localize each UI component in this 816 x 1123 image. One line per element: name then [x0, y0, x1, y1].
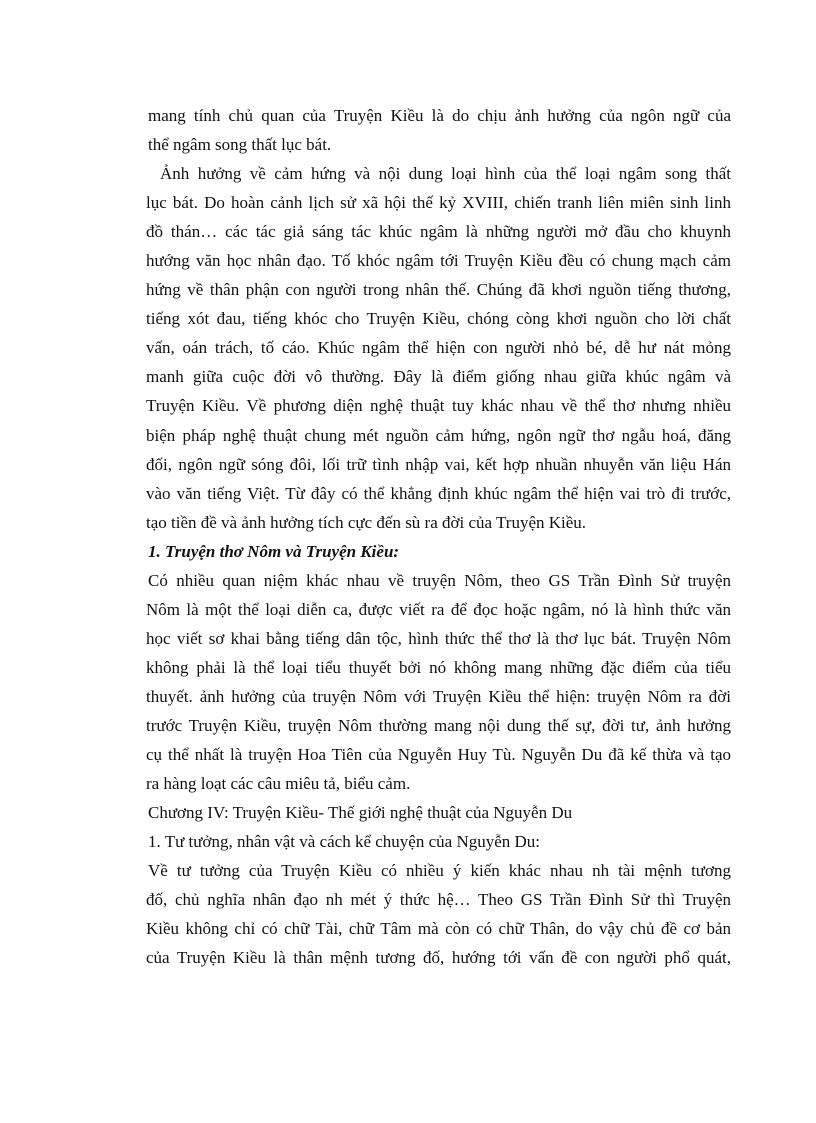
chapter-heading: Chương IV: Truyện Kiều- Thế giới nghệ thuật của Nguyễn Du [148, 803, 573, 823]
text-line: biện pháp nghệ thuật chung mét nguồn cảm hứng, ngôn ngữ thơ ngẫu hoá, đăng [146, 425, 731, 445]
text-line: Có nhiều quan niệm khác nhau về truyện Nôm, theo GS Trần Đình Sử truyện [148, 570, 731, 590]
text-line: hứng về thân phận con người trong nhân thế. Chúng đã khơi nguồn tiếng thương, [146, 280, 731, 300]
text-line: vấn, oán trách, tố cáo. Khúc ngâm thể hiện con người nhỏ bé, dễ hư nát mỏng [146, 338, 731, 358]
body-text [148, 101, 731, 972]
document-page [148, 101, 731, 972]
text-line: đồ thán… các tác giả sáng tác khúc ngâm là những người mở đầu cho khuynh [146, 222, 731, 242]
text-line: Ảnh hưởng về cảm hứng và nội dung loại hình của thể loại ngâm song thất [160, 164, 731, 184]
text-line: Kiều không chỉ có chữ Tài, chữ Tâm mà còn có chữ Thân, do vậy chủ đề cơ bản [146, 919, 731, 939]
text-line: ra hàng loạt các câu miêu tả, biểu cảm. [146, 774, 411, 794]
text-line: lục bát. Do hoàn cảnh lịch sử xã hội thế kỷ XVIII, chiến tranh liên miên sinh linh [146, 193, 731, 213]
text-line: thuyết. ảnh hưởng của truyện Nôm với Truyện Kiều thể hiện: truyện Nôm ra đời [146, 686, 731, 706]
text-line: tiếng xót đau, tiếng khóc cho Truyện Kiều, chóng còng khơi nguồn cho lời chất [146, 309, 731, 329]
text-line: cụ thể nhất là truyện Hoa Tiên của Nguyễn Huy Tù. Nguyễn Du đã kế thừa và tạo [146, 745, 731, 765]
text-line: Truyện Kiều. Về phương diện nghệ thuật tuy khác nhau về thể thơ nhưng nhiều [146, 396, 731, 416]
section-heading: 1. Truyện thơ Nôm và Truyện Kiều: [148, 541, 400, 561]
text-line: của Truyện Kiều là thân mệnh tương đố, hướng tới vấn đề con người phổ quát, [146, 948, 731, 968]
text-line: không phải là thể loại tiểu thuyết bởi nó không mang những đặc điểm của tiểu [146, 657, 731, 677]
text-line: manh giữa cuộc đời vô thường. Đây là điểm giống nhau giữa khúc ngâm và [146, 367, 731, 387]
text-line: thể ngâm song thất lục bát. [148, 135, 332, 155]
text-line: vào văn tiếng Việt. Từ đây có thể khẳng định khúc ngâm thể hiện vai trò đi trước, [146, 483, 731, 503]
subsection-heading: 1. Tư tưởng, nhân vật và cách kể chuyện của Nguyễn Du: [148, 832, 541, 852]
text-line: Về tư tưởng của Truyện Kiều có nhiều ý kiến khác nhau nh tài mệnh tương [148, 861, 731, 881]
text-line: tạo tiền đề và ảnh hưởng tích cực đến sù ra đời của Truyện Kiều. [146, 512, 587, 532]
text-line: Nôm là một thể loại diễn ca, được viết ra để đọc hoặc ngâm, nó là hình thức văn [146, 599, 731, 619]
text-line: đối, ngôn ngữ sóng đôi, lối trữ tình nhập vai, kết hợp nhuần nhuyễn văn liệu Hán [146, 454, 731, 474]
text-line: học viết sơ khai bằng tiếng dân tộc, hình thức thể thơ là thơ lục bát. Truyện Nôm [146, 628, 731, 648]
text-line: hướng văn học nhân đạo. Tố khóc ngâm tới Truyện Kiều đều có chung mạch cảm [146, 251, 731, 271]
text-line: trước Truyện Kiều, truyện Nôm thường mang nội dung thế sự, đời tư, ảnh hưởng [146, 715, 731, 735]
text-line: mang tính chủ quan của Truyện Kiều là do chịu ảnh hưởng của ngôn ngữ của [148, 106, 731, 125]
text-line: đố, chủ nghĩa nhân đạo nh mét ý thức hệ… Theo GS Trần Đình Sử thì Truyện [146, 890, 731, 910]
